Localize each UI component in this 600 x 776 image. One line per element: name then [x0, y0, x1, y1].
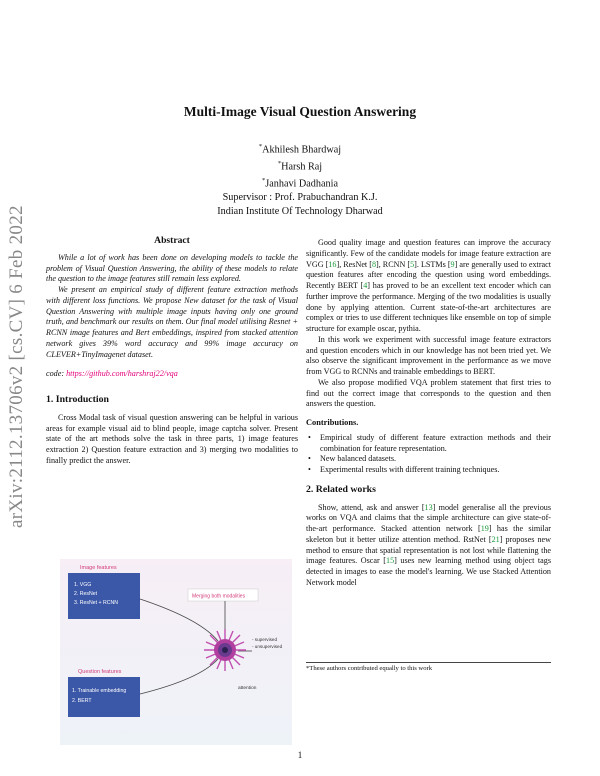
- attention-label: attention: [238, 686, 257, 691]
- author-3: *Janhavi Dadhania: [262, 176, 338, 190]
- author-2: *Harsh Raj: [277, 159, 323, 173]
- question-feature-item: 2. BERT: [72, 698, 92, 704]
- right-paragraph-3: We also propose modified VQA problem statement that first tries to find out the correct image that corresponds to the question and then answers the question.: [306, 377, 551, 409]
- related-works-heading: 2. Related works: [306, 483, 376, 495]
- image-features-title: Image features: [80, 565, 117, 571]
- footnote: *These authors contributed equally to this work: [306, 662, 551, 672]
- merge-label: Merging both modalities: [192, 593, 246, 600]
- intro-heading: 1. Introduction: [46, 394, 109, 405]
- right-paragraph-1: Good quality image and question features can improve the accuracy significantly. Few of the candidate models for image feature extraction are VGG [16], ResNet [8], RCNN [5]. LSTMs [9] are generally used to extract question features after encoding the question using word embeddings. Recently BERT [4] has proved to be an excellent text encoder which can further improve the performance. Merging of the two modalities is usually done by applying attention. Current state-of-the-art architectures are complex or tries to use different techniques like ensemble on top of simple structure for example oscar, pythia.: [306, 238, 551, 333]
- image-feature-item: 3. ResNet + RCNN: [74, 600, 118, 606]
- institute: Indian Institute Of Technology Dharwad: [217, 205, 383, 217]
- supervisor: Supervisor : Prof. Prabuchandran K.J.: [222, 191, 378, 203]
- citation-link[interactable]: 8: [371, 259, 376, 269]
- question-features-title: Question features: [78, 669, 122, 675]
- image-feature-item: 2. ResNet: [74, 591, 98, 597]
- image-feature-item: 1. VGG: [74, 582, 92, 588]
- author-block: [0, 140, 600, 218]
- contributions-heading: Contributions.: [306, 418, 359, 427]
- paper-title: Multi-Image Visual Question Answering: [183, 104, 417, 119]
- citation-link[interactable]: 19: [480, 524, 489, 533]
- attention-starburst: [204, 629, 246, 671]
- citation-link[interactable]: 5: [410, 259, 415, 269]
- author-1: *Akhilesh Bhardwaj: [258, 143, 342, 156]
- question-features-box: [68, 677, 140, 717]
- teaser-figure: [60, 559, 292, 745]
- citation-link[interactable]: 9: [450, 259, 455, 269]
- citation-link[interactable]: 21: [491, 534, 500, 544]
- intro-paragraph: Cross Modal task of visual question answering can be helpful in various areas for example visual aid to blind people, image captcha solver. Present state of the art methods solve the task in three parts, 1) image features extraction 2) Question feature extraction and 3) merging two modalities to finally predict the answer.: [46, 412, 298, 465]
- list-item: • New balanced datasets.: [316, 454, 551, 465]
- question-feature-item: 1. Trainable embedding: [72, 688, 127, 694]
- citation-link[interactable]: 15: [386, 556, 395, 566]
- citation-link[interactable]: 4: [363, 281, 368, 290]
- citation-link[interactable]: 13: [424, 502, 433, 512]
- citation-link[interactable]: 16: [328, 259, 337, 269]
- related-works-paragraph: Show, attend, ask and answer [13] model generalise all the previous works on VQA and claims that the simple architecture can give state-of-the-art performance. Stacked attention network [19] has the similar skeleton but it better utilize attention method. RstNet [21] proposes new method to ensure that spatial representation is not lost while flattening the image features. Oscar [15] uses new learning method using object tags detected in images to ease the model's learning. We use Stacked Attention Network model: [306, 502, 552, 587]
- contributions-list: [306, 433, 551, 476]
- abstract-heading: Abstract: [154, 235, 190, 246]
- left-column: [46, 236, 298, 467]
- code-line: code: https://github.com/harshraj22/vqa: [46, 369, 178, 379]
- supervised-label: - supervised - unsupervised: [252, 637, 283, 649]
- list-item: • Empirical study of different feature extraction methods and their combination for feature representation.: [316, 433, 551, 455]
- list-item: • Experimental results with different training techniques.: [316, 465, 551, 476]
- abstract-paragraph-2: We present an empirical study of different feature extraction methods with different loss functions. We propose New dataset for the task of Visual Question Answering with multiple image inputs having only one ground truth, and benchmark our results on them. Our final model utilising Resnet + RCNN image features and Bert embeddings, inspired from stacked attention network gives 39% word accuracy and 99% image accuracy on CLEVER+TinyImagenet dataset.: [46, 285, 298, 359]
- page-number: 1: [297, 750, 303, 760]
- right-column: [306, 238, 551, 589]
- code-link[interactable]: https://github.com/harshraj22/vqa: [66, 369, 178, 379]
- abstract-paragraph-1: While a lot of work has been done on developing models to tackle the problem of Visual Question Answering, the ability of these models to relate the question to the image features still remain less explored.: [46, 252, 298, 284]
- arxiv-stamp: arXiv:2112.13706v2 [cs.CV] 6 Feb 2022: [6, 205, 27, 528]
- right-paragraph-2: In this work we experiment with successful image feature extractors and question encoders which in our knowledge has not been tried yet. We also observe the significant improvement in the performance as we move from VGG to RCNNs and trainable embeddings to BERT.: [306, 334, 551, 376]
